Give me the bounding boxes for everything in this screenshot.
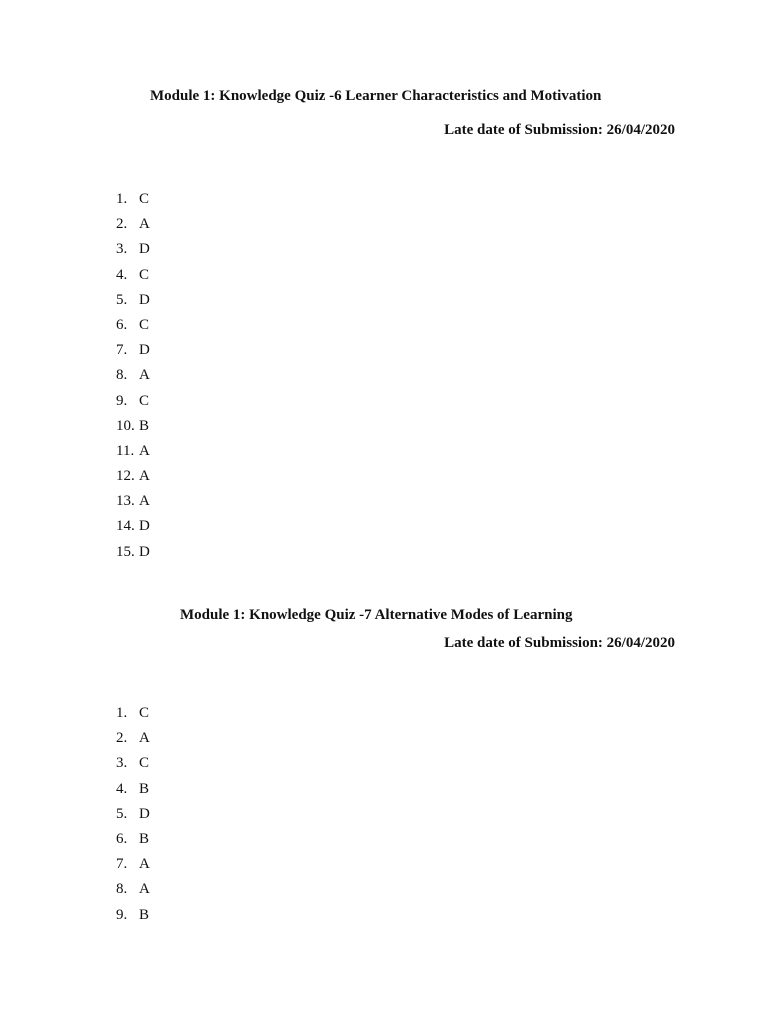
answer-item (116, 191, 150, 216)
answer-letter: D (139, 805, 150, 822)
answer-item (116, 443, 150, 468)
answer-letter: B (139, 417, 150, 434)
answer-item (116, 806, 150, 831)
question-number: 2. (116, 730, 128, 747)
answer-item (116, 317, 150, 342)
question-number: 5. (116, 291, 128, 308)
answer-letter: D (139, 291, 150, 308)
answer-letter: C (139, 755, 150, 772)
quiz-7-answer-list (116, 705, 150, 932)
answer-item (116, 705, 150, 730)
answer-item (116, 544, 150, 569)
answer-item (116, 856, 150, 881)
question-number: 3. (116, 241, 128, 258)
question-number: 6. (116, 830, 128, 847)
answer-letter: B (139, 906, 150, 923)
answer-item (116, 367, 150, 392)
answer-letter: A (139, 493, 150, 510)
answer-item (116, 730, 150, 755)
answer-item (116, 881, 150, 906)
answer-letter: D (139, 342, 150, 359)
question-number: 4. (116, 780, 128, 797)
question-number: 8. (116, 881, 128, 898)
answer-item (116, 216, 150, 241)
question-number: 9. (116, 906, 128, 923)
answer-item (116, 393, 150, 418)
answer-letter: A (139, 881, 150, 898)
question-number: 7. (116, 856, 128, 873)
answer-letter: C (139, 266, 150, 283)
answer-item (116, 418, 150, 443)
answer-letter: B (139, 780, 150, 797)
answer-letter: A (139, 856, 150, 873)
answer-item (116, 518, 150, 543)
answer-item (116, 267, 150, 292)
quiz-7-title: Module 1: Knowledge Quiz -7 Alternative Modes of Learning (180, 607, 573, 623)
answer-letter: C (139, 392, 150, 409)
answer-letter: A (139, 216, 150, 233)
question-number: 14. (116, 518, 135, 535)
question-number: 9. (116, 392, 128, 409)
question-number: 2. (116, 216, 128, 233)
answer-letter: C (139, 705, 150, 721)
quiz-6-title: Module 1: Knowledge Quiz -6 Learner Characteristics and Motivation (150, 88, 602, 104)
answer-letter: A (139, 730, 150, 747)
quiz-7-submission-date: Late date of Submission: 26/04/2020 (444, 635, 675, 651)
question-number: 3. (116, 755, 128, 772)
question-number: 6. (116, 316, 128, 333)
answer-item (116, 755, 150, 780)
answer-item (116, 781, 150, 806)
question-number: 13. (116, 493, 135, 510)
question-number: 1. (116, 191, 128, 207)
question-number: 11. (116, 442, 135, 459)
question-number: 4. (116, 266, 128, 283)
answer-letter: A (139, 442, 150, 459)
answer-item (116, 468, 150, 493)
answer-item (116, 292, 150, 317)
answer-letter: A (139, 367, 150, 384)
quiz-6-submission-date: Late date of Submission: 26/04/2020 (444, 122, 675, 138)
answer-item (116, 241, 150, 266)
question-number: 10. (116, 417, 135, 434)
answer-letter: D (139, 241, 150, 258)
question-number: 1. (116, 705, 128, 721)
answer-letter: B (139, 830, 150, 847)
answer-letter: C (139, 191, 150, 207)
question-number: 12. (116, 468, 135, 485)
question-number: 8. (116, 367, 128, 384)
question-number: 7. (116, 342, 128, 359)
answer-item (116, 907, 150, 932)
answer-item (116, 342, 150, 367)
answer-letter: A (139, 468, 150, 485)
answer-letter: C (139, 316, 150, 333)
question-number: 15. (116, 543, 135, 560)
answer-item (116, 493, 150, 518)
quiz-6-answer-list (116, 191, 150, 569)
answer-item (116, 831, 150, 856)
question-number: 5. (116, 805, 128, 822)
answer-letter: D (139, 518, 150, 535)
answer-letter: D (139, 543, 150, 560)
